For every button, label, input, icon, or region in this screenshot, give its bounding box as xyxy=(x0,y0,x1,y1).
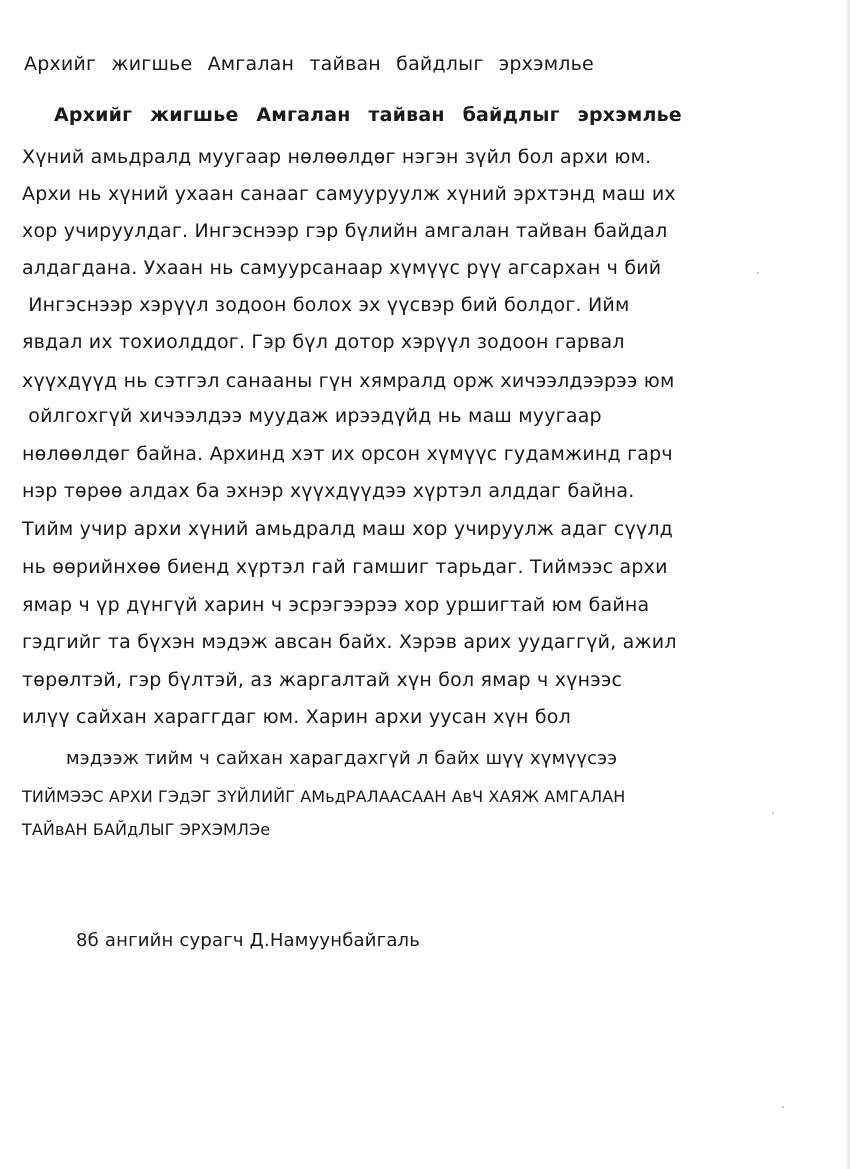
body-line: явдал их тохиолддог. Гэр бүл дотор хэрүүл зодоон гарвал xyxy=(22,331,625,353)
body-line: нэр төрөө алдах ба эхнэр хүүхдүүдээ хүртэл алддаг байна. xyxy=(22,480,635,502)
body-line: нөлөөлдөг байна. Архинд хэт их орсон хүмүүс гудамжинд гарч xyxy=(22,443,673,465)
document-title: Архийг жигшье Амгалан тайван байдлыг эрхэмлье xyxy=(24,53,594,75)
scan-speck xyxy=(757,272,759,274)
author-signature: 8б ангийн сурагч Д.Намуунбайгаль xyxy=(76,930,421,951)
body-line: гэдгийг та бүхэн мэдэж авсан байх. Хэрэв арих уудаггүй, ажил xyxy=(22,631,677,653)
body-line: Хүний амьдралд муугаар нөлөөлдөг нэгэн зүйл бол архи юм. xyxy=(22,146,652,168)
scan-edge-shadow xyxy=(845,0,850,1169)
body-line: нь өөрийнхөө биенд хүртэл гай гамшиг тарьдаг. Тиймээс архи xyxy=(22,556,668,578)
scan-speck xyxy=(782,1106,784,1108)
closing-line: мэдээж тийм ч сайхан харагдахгүй л байх шүү хүмүүсээ xyxy=(66,748,618,769)
caps-line: ТАЙвАН БАЙдЛЫГ ЭРХЭМЛЭе xyxy=(22,820,271,839)
body-line: ойлгохгүй хичээлдээ муудаж ирээдүйд нь маш муугаар xyxy=(22,405,602,427)
body-line: ямар ч үр дүнгүй харин ч эсрэгээрээ хор уршигтай юм байна xyxy=(22,594,650,616)
body-line: хор учируулдаг. Ингэснээр гэр бүлийн амгалан тайван байдал xyxy=(22,220,668,242)
body-line: Тийм учир архи хүний амьдралд маш хор учируулж адаг сүүлд xyxy=(22,518,674,540)
caps-line: ТИЙМЭЭС АРХИ ГЭдЭГ ЗҮЙЛИЙГ АМьдРАЛААСААН АвЧ ХАЯЖ АМГАЛАН xyxy=(22,787,626,806)
body-line: хүүхдүүд нь сэтгэл санааны гүн хямралд орж хичээлдээрээ юм xyxy=(22,370,675,392)
scan-speck xyxy=(772,812,774,814)
body-line: илүү сайхан хараггдаг юм. Харин архи уусан хүн бол xyxy=(22,706,571,728)
body-line: алдагдана. Ухаан нь самуурсанаар хүмүүс рүү агсархан ч бий xyxy=(22,257,662,279)
body-line: Ингэснээр хэрүүл зодоон болох эх үүсвэр бий болдог. Ийм xyxy=(22,294,630,316)
body-line: төрөлтэй, гэр бүлтэй, аз жаргалтай хүн бол ямар ч хүнээс xyxy=(22,669,623,691)
body-line: Архи нь хүний ухаан санааг самууруулж хүний эрхтэнд маш их xyxy=(22,183,676,205)
document-heading-bold: Архийг жигшье Амгалан тайван байдлыг эрхэмлье xyxy=(54,104,682,126)
